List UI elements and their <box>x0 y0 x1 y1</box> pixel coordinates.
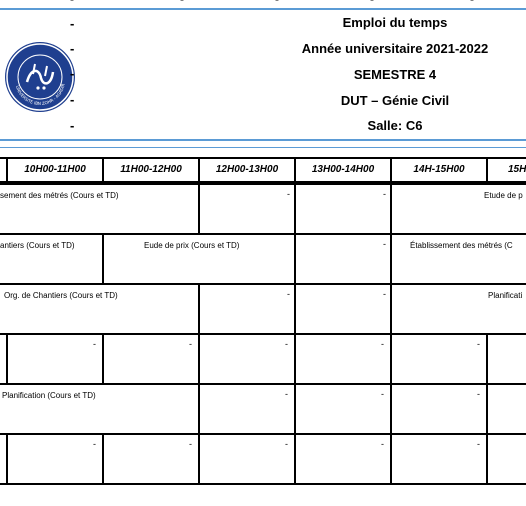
empty-cell <box>198 183 296 235</box>
hour-header: 12H00-13H00 <box>198 157 296 183</box>
empty-mark: - <box>383 239 386 249</box>
course-cell <box>0 283 200 335</box>
course-label: sement des métrés (Cours et TD) <box>0 191 119 200</box>
hour-header: 15H <box>486 157 526 183</box>
empty-cell <box>294 233 392 285</box>
empty-mark: - <box>189 439 192 449</box>
empty-cell <box>198 283 296 335</box>
course-cell <box>0 233 104 285</box>
course-label: Etude de p <box>484 191 523 200</box>
empty-mark: - <box>287 289 290 299</box>
document-title: Emploi du temps <box>342 15 448 30</box>
empty-cell <box>486 433 526 485</box>
top-dash <box>70 0 74 6</box>
empty-mark: - <box>383 189 386 199</box>
empty-cell <box>390 383 488 435</box>
course-label: Planification (Cours et TD) <box>2 391 96 400</box>
header-rule-thin <box>0 147 526 148</box>
empty-mark: - <box>189 339 192 349</box>
header-rule-bottom <box>0 139 526 141</box>
empty-cell <box>486 333 526 385</box>
left-dash: - <box>70 66 75 81</box>
course-cell <box>390 283 526 335</box>
hour-header: 13H00-14H00 <box>294 157 392 183</box>
semester: SEMESTRE 4 <box>353 67 437 82</box>
course-cell <box>102 233 296 285</box>
empty-cell <box>102 333 200 385</box>
empty-mark: - <box>381 389 384 399</box>
empty-mark: - <box>381 439 384 449</box>
empty-cell <box>294 183 392 235</box>
empty-cell <box>486 383 526 435</box>
empty-mark: - <box>383 289 386 299</box>
top-dash <box>370 0 374 6</box>
svg-text:UNIVERSITE IBN ZOHR - AGADIR: UNIVERSITE IBN ZOHR - AGADIR <box>14 83 66 107</box>
course-label: antiers (Cours et TD) <box>0 241 75 250</box>
empty-cell <box>198 333 296 385</box>
hour-header: 11H00-12H00 <box>102 157 200 183</box>
empty-cell <box>102 433 200 485</box>
course-label: Établissement des métrés (C <box>410 241 513 250</box>
empty-cell <box>198 383 296 435</box>
empty-cell <box>6 333 104 385</box>
empty-cell <box>294 283 392 335</box>
empty-cell <box>390 433 488 485</box>
program: DUT – Génie Civil <box>340 93 450 108</box>
left-dash: - <box>70 118 75 133</box>
university-logo <box>5 42 75 112</box>
empty-cell <box>294 383 392 435</box>
academic-year: Année universitaire 2021-2022 <box>301 41 489 56</box>
empty-mark: - <box>93 439 96 449</box>
empty-mark: - <box>477 389 480 399</box>
room: Salle: C6 <box>367 118 423 133</box>
empty-mark: - <box>477 439 480 449</box>
course-cell <box>0 183 200 235</box>
timetable <box>0 155 526 491</box>
left-dash: - <box>70 41 75 56</box>
left-dash: - <box>70 92 75 107</box>
empty-mark: - <box>381 339 384 349</box>
course-label: Planificati <box>488 291 523 300</box>
course-label: Eude de prix (Cours et TD) <box>144 241 240 250</box>
course-cell <box>0 383 200 435</box>
empty-cell <box>198 433 296 485</box>
empty-mark: - <box>477 339 480 349</box>
course-cell <box>390 233 526 285</box>
empty-mark: - <box>285 439 288 449</box>
empty-mark: - <box>93 339 96 349</box>
empty-mark: - <box>285 389 288 399</box>
top-dash <box>470 0 474 6</box>
empty-cell <box>294 433 392 485</box>
empty-mark: - <box>287 189 290 199</box>
empty-cell <box>6 433 104 485</box>
hour-header: 10H00-11H00 <box>6 157 104 183</box>
top-dash <box>180 0 184 6</box>
course-cell <box>390 183 526 235</box>
empty-cell <box>294 333 392 385</box>
hour-header: 14H-15H00 <box>390 157 488 183</box>
left-dash: - <box>70 16 75 31</box>
header-rule-top <box>0 8 526 10</box>
empty-cell <box>390 333 488 385</box>
course-label: Org. de Chantiers (Cours et TD) <box>4 291 118 300</box>
top-dash <box>275 0 279 6</box>
empty-mark: - <box>285 339 288 349</box>
